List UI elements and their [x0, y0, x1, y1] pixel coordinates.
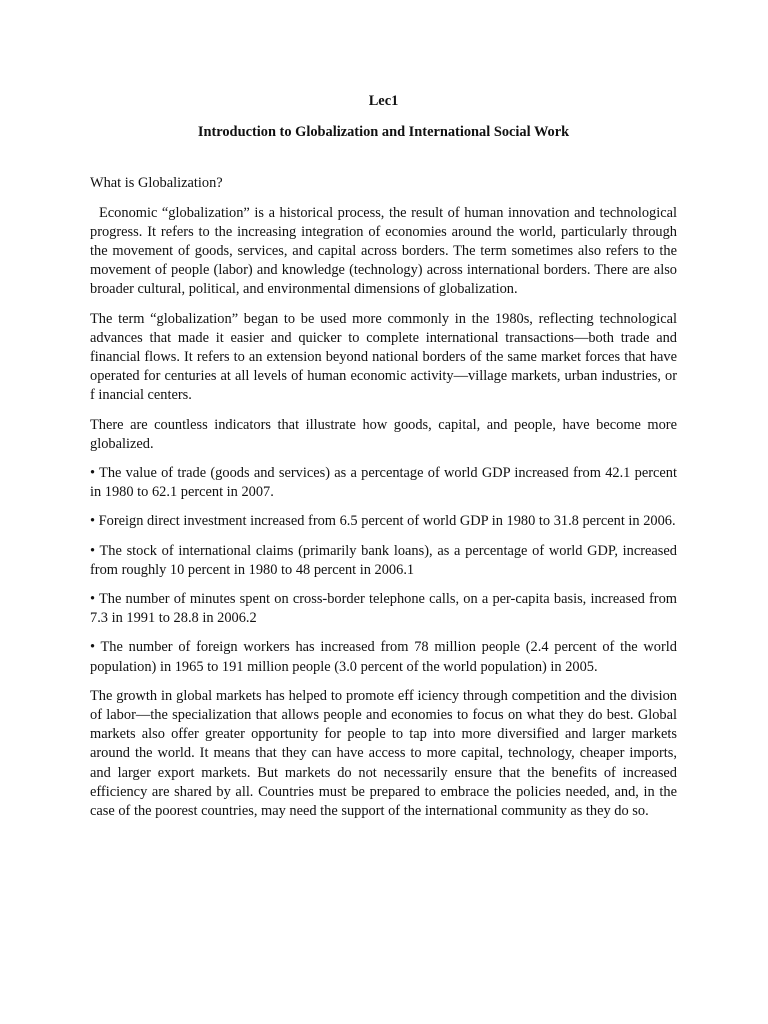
document-title: Lec1: [368, 93, 399, 109]
bullet-item-3: • The stock of international claims (primarily bank loans), as a percentage of world GDP, increased from roughly 10 percent in 1980 to 48 percent in 2006.1: [90, 542, 677, 578]
document-page: [90, 92, 677, 831]
closing-paragraph: The growth in global markets has helped to promote eff iciency through competition and the division of labor—the specialization that allows people and economies to focus on what they do best. Global markets also offer greater opportunity for people to tap into more diversified and larger markets around the world. It means that they can have access to more capital, technology, cheaper imports, and larger export markets. But markets do not necessarily ensure that the benefits of increased efficiency are shared by all. Countries must be prepared to embrace the policies needed, and, in the case of the poorest countries, may need the support of the international community as they do so.: [90, 687, 677, 820]
bullet-item-4: • The number of minutes spent on cross-border telephone calls, on a per-capita basis, increased from 7.3 in 1991 to 28.8 in 2006.2: [90, 591, 677, 627]
paragraph-1: Economic “globalization” is a historical process, the result of human innovation and technological progress. It refers to the increasing integration of economies around the world, particularly through the movement of goods, services, and capital across borders. The term sometimes also refers to the movement of people (labor) and knowledge (technology) across international borders. There are also broader cultural, political, and environmental dimensions of globalization.: [90, 204, 677, 298]
paragraph-3: There are countless indicators that illustrate how goods, capital, and people, have become more globalized.: [90, 416, 677, 452]
bullet-item-5: • The number of foreign workers has increased from 78 million people (2.4 percent of the world population) in 1965 to 191 million people (3.0 percent of the world population) in 2005.: [90, 639, 677, 675]
bullet-item-1: • The value of trade (goods and services) as a percentage of world GDP increased from 42.1 percent in 1980 to 62.1 percent in 2007.: [90, 465, 677, 501]
document-subtitle: Introduction to Globalization and International Social Work: [197, 124, 570, 141]
bullet-item-2: • Foreign direct investment increased from 6.5 percent of world GDP in 1980 to 31.8 percent in 2006.: [90, 513, 676, 530]
section-heading: What is Globalization?: [90, 175, 223, 192]
paragraph-2: The term “globalization” began to be used more commonly in the 1980s, reflecting technological advances that made it easier and quicker to complete international transactions—both trade and financial flows. It refers to an extension beyond national borders of the same market forces that have operated for centuries at all levels of human economic activity—village markets, urban industries, or f inancial centers.: [90, 310, 677, 404]
